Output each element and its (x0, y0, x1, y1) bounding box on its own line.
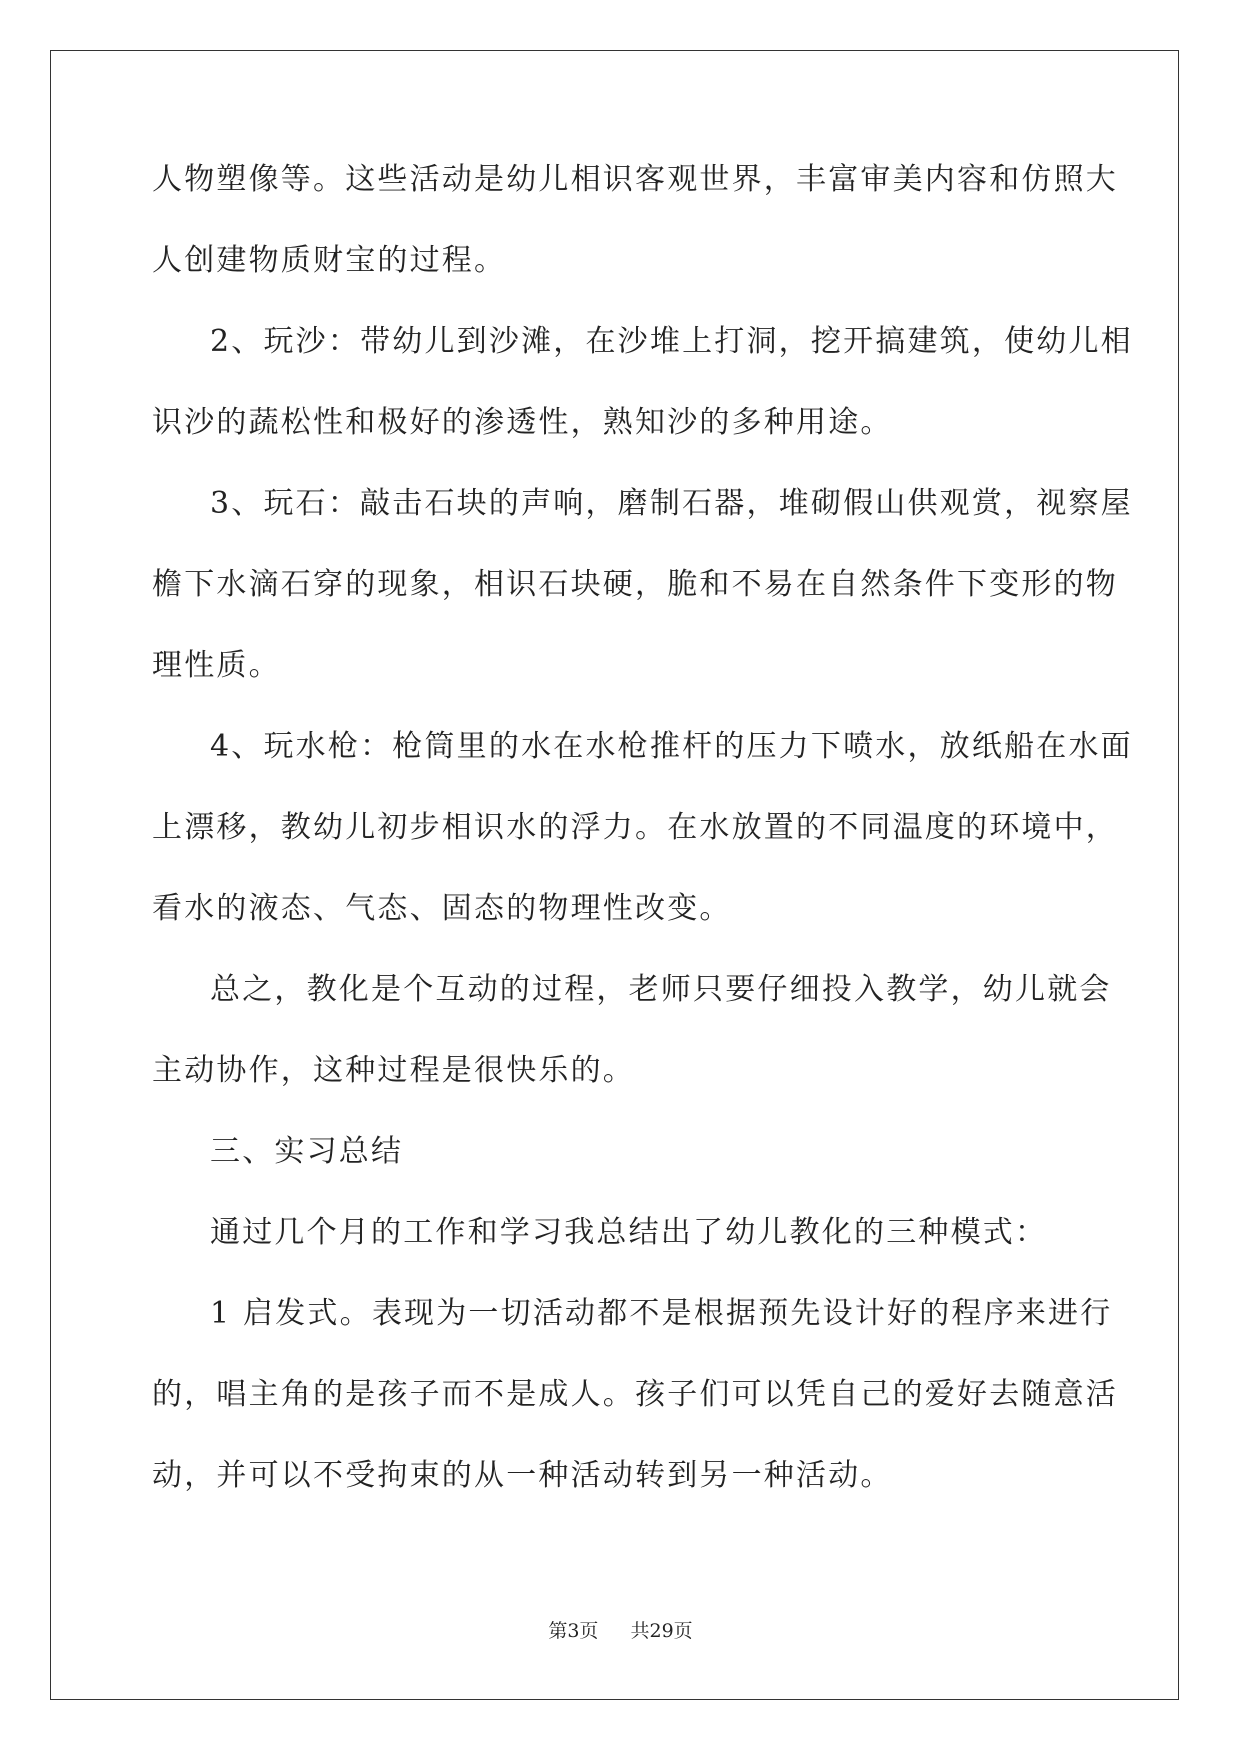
text-line: 总之，教化是个互动的过程，老师只要仔细投入教学，幼儿就会 (210, 972, 1112, 1007)
paragraph (152, 160, 1118, 281)
text-line: 识沙的蔬松性和极好的渗透性，熟知沙的多种用途。 (152, 405, 893, 440)
text-line: 4、玩水枪：枪筒里的水在水枪推杆的压力下喷水，放纸船在水面 (210, 729, 1133, 764)
text-line: 檐下水滴石穿的现象，相识石块硬，脆和不易在自然条件下变形的物 (152, 567, 1118, 602)
text-line: 理性质。 (152, 648, 281, 683)
paragraph (152, 322, 1133, 443)
text-line: 看水的液态、气态、固态的物理性改变。 (152, 891, 732, 926)
paragraph (152, 727, 1133, 929)
paragraph (152, 970, 1112, 1091)
text-line: 3、玩石：敲击石块的声响，磨制石器，堆砌假山供观赏，视察屋 (210, 486, 1133, 521)
page-footer (0, 1616, 1241, 1643)
text-line: 1 启发式。表现为一切活动都不是根据预先设计好的程序来进行 (210, 1296, 1113, 1331)
text-line: 2、玩沙：带幼儿到沙滩，在沙堆上打洞，挖开搞建筑，使幼儿相 (210, 324, 1133, 359)
text-line: 动，并可以不受拘束的从一种活动转到另一种活动。 (152, 1458, 893, 1493)
document-body (152, 160, 1133, 1496)
page-total: 共29页 (630, 1620, 693, 1642)
text-line: 三、实习总结 (210, 1134, 404, 1169)
paragraph (152, 484, 1133, 686)
page-number: 第3页 (548, 1620, 599, 1642)
text-line: 上漂移，教幼儿初步相识水的浮力。在水放置的不同温度的环境中， (152, 810, 1118, 845)
paragraph (152, 1294, 1118, 1496)
text-line: 通过几个月的工作和学习我总结出了幼儿教化的三种模式： (210, 1215, 1048, 1250)
text-line: 的，唱主角的是孩子而不是成人。孩子们可以凭自己的爱好去随意活 (152, 1377, 1118, 1412)
section-heading (152, 1132, 1090, 1172)
text-line: 主动协作，这种过程是很快乐的。 (152, 1053, 635, 1088)
paragraph (152, 1213, 1090, 1253)
text-line: 人创建物质财宝的过程。 (152, 243, 507, 278)
text-line: 人物塑像等。这些活动是幼儿相识客观世界，丰富审美内容和仿照大 (152, 162, 1118, 197)
